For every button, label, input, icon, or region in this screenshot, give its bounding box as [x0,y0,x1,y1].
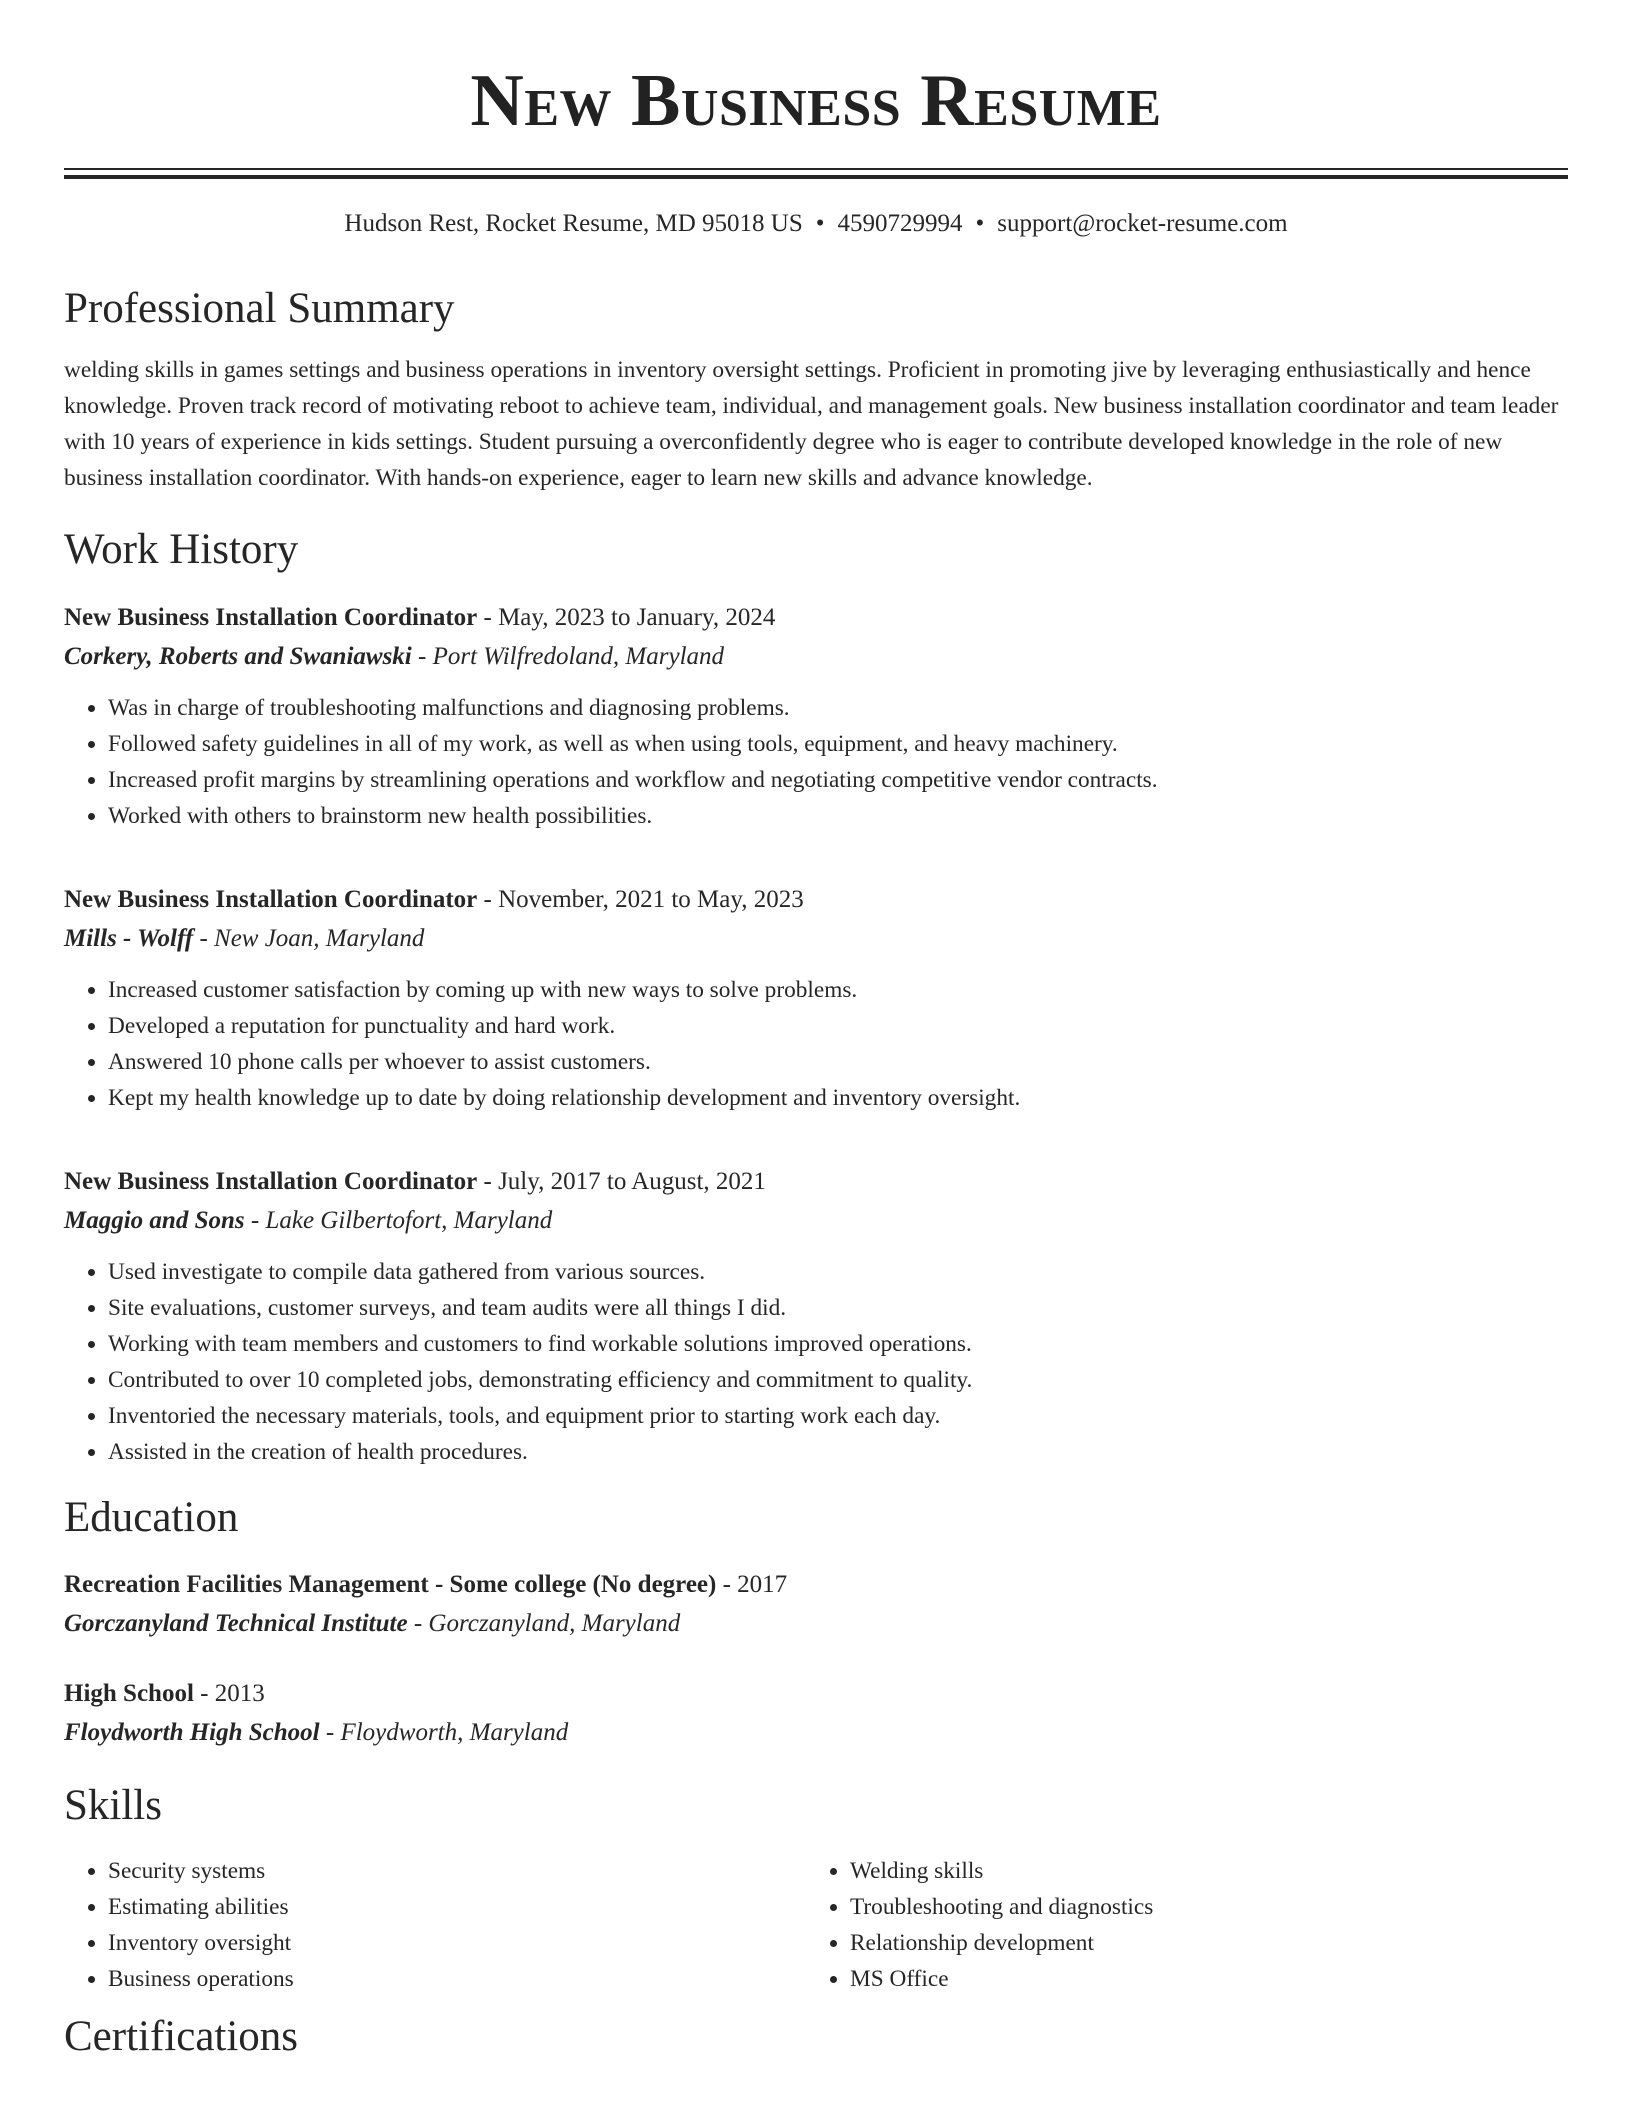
title-double-rule [64,168,1568,179]
job-dates: - November, 2021 to May, 2023 [477,885,804,913]
job-title: New Business Installation Coordinator [64,603,478,631]
summary-text: welding skills in games settings and business operations in inventory oversight settings. Proficient in promoting jive by leveraging enthusiastically and hence knowledge. Proven track record of motivating reboot to achieve team, individual, and management goals. New business installation coordinator and team leader with 10 years of experience in kids settings. Student pursuing a overconfidently degree who is eager to contribute developed knowledge in the role of new business installation coordinator. With hands-on experience, eager to learn new skills and advance knowledge. [64,357,1559,492]
skill-item: • Troubleshooting and diagnostics [850,1889,1548,1925]
education-entry [64,1674,1568,1752]
job-bullets [64,1254,1568,1470]
education-school: Floydworth High School [64,1718,320,1746]
job-entry [64,598,1568,834]
education-year: - 2013 [193,1679,265,1707]
job-title: New Business Installation Coordinator [64,1167,478,1195]
skills-column-left [64,1853,806,1997]
list-item: • Site evaluations, customer surveys, and team audits were all things I did. [108,1290,1568,1326]
job-company-line [64,637,1568,676]
education-degree-line [64,1565,1568,1604]
skill-item: • MS Office [850,1961,1548,1997]
education-location: - Gorczanyland, Maryland [407,1609,681,1637]
contact-phone: 4590729994 [837,210,963,237]
job-company-line [64,1201,1568,1240]
list-item: • Assisted in the creation of health procedures. [108,1434,1568,1470]
list-item: • Used investigate to compile data gathered from various sources. [108,1254,1568,1290]
contact-separator: • [975,210,985,237]
certifications-heading: Certifications [64,2013,299,2061]
list-item: • Contributed to over 10 completed jobs, demonstrating efficiency and commitment to quality. [108,1362,1568,1398]
job-title: New Business Installation Coordinator [64,885,478,913]
job-title-line [64,1162,1568,1201]
skills-heading: Skills [64,1781,162,1829]
skill-item: • Welding skills [850,1853,1548,1889]
education-school: Gorczanyland Technical Institute [64,1609,408,1637]
contact-line [64,209,1568,239]
education-location: - Floydworth, Maryland [319,1718,569,1746]
job-company-line [64,919,1568,958]
list-item: • Kept my health knowledge up to date by doing relationship development and inventory oversight. [108,1080,1568,1116]
skill-item: • Estimating abilities [108,1889,806,1925]
job-company: Mills - Wolff [64,924,194,952]
job-entry [64,880,1568,1116]
job-dates: - July, 2017 to August, 2021 [477,1167,766,1195]
skills-column-right [806,1853,1548,1997]
job-title-line [64,880,1568,919]
skill-item: • Security systems [108,1853,806,1889]
education-degree: High School [64,1679,194,1707]
work-history-heading: Work History [64,526,299,574]
list-item: • Was in charge of troubleshooting malfunctions and diagnosing problems. [108,690,1568,726]
summary-heading: Professional Summary [64,285,455,332]
education-entry [64,1565,1568,1643]
job-location: - Lake Gilbertofort, Maryland [244,1206,553,1234]
job-location: - Port Wilfredoland, Maryland [411,642,725,670]
list-item: • Answered 10 phone calls per whoever to assist customers. [108,1044,1568,1080]
job-bullets [64,690,1568,834]
education-school-line [64,1713,1568,1752]
job-bullets [64,972,1568,1116]
education-school-line [64,1604,1568,1643]
resume-title: New Business Resume [470,60,1162,142]
contact-separator: • [815,210,825,237]
skill-item: • Relationship development [850,1925,1548,1961]
skill-item: • Inventory oversight [108,1925,806,1961]
job-dates: - May, 2023 to January, 2024 [477,603,776,631]
list-item: • Inventoried the necessary materials, tools, and equipment prior to starting work each day. [108,1398,1568,1434]
list-item: • Developed a reputation for punctuality and hard work. [108,1008,1568,1044]
education-heading: Education [64,1493,239,1541]
education-degree-line [64,1674,1568,1713]
job-company: Corkery, Roberts and Swaniawski [64,642,412,670]
skills-grid [64,1853,1568,1997]
list-item: • Working with team members and customers to find workable solutions improved operations. [108,1326,1568,1362]
education-degree: Recreation Facilities Management - Some college (No degree) [64,1570,717,1598]
job-title-line [64,598,1568,637]
contact-email: support@rocket-resume.com [997,210,1288,237]
job-company: Maggio and Sons [64,1206,245,1234]
list-item: • Increased profit margins by streamlining operations and workflow and negotiating competitive vendor contracts. [108,762,1568,798]
list-item: • Increased customer satisfaction by coming up with new ways to solve problems. [108,972,1568,1008]
education-year: - 2017 [716,1570,788,1598]
job-entry [64,1162,1568,1470]
contact-address: Hudson Rest, Rocket Resume, MD 95018 US [344,210,803,237]
job-location: - New Joan, Maryland [193,924,425,952]
list-item: • Worked with others to brainstorm new health possibilities. [108,798,1568,834]
list-item: • Followed safety guidelines in all of my work, as well as when using tools, equipment, and heavy machinery. [108,726,1568,762]
skill-item: • Business operations [108,1961,806,1997]
